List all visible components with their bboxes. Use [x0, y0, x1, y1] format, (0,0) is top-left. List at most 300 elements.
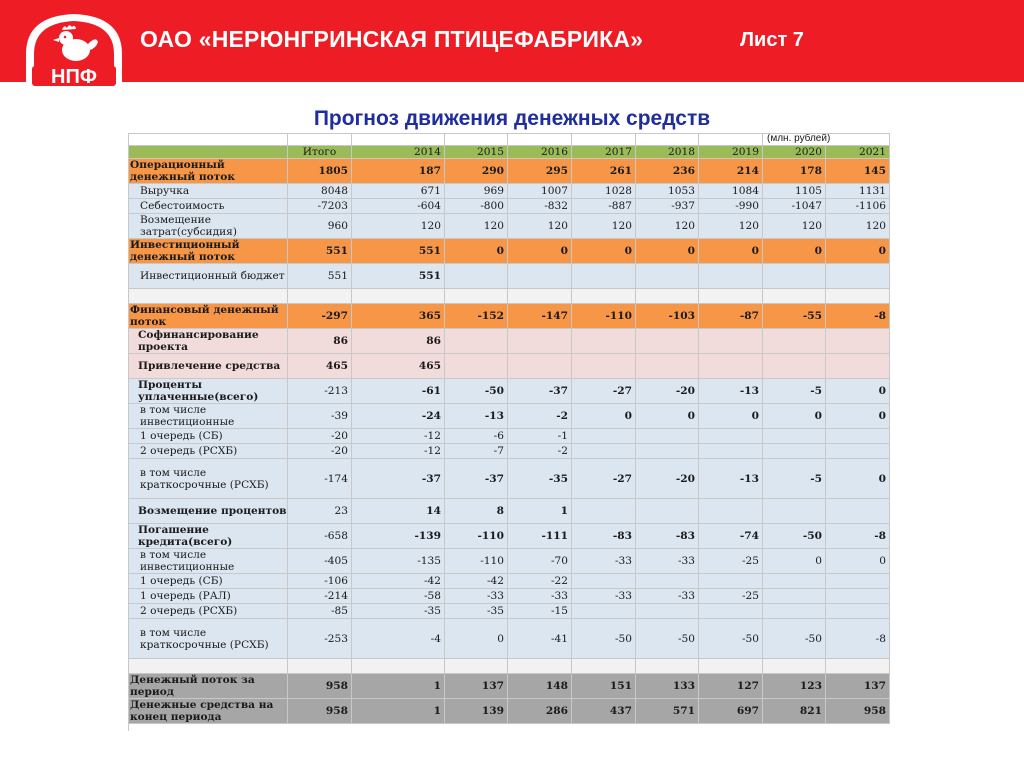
unit-note: (млн. рублей): [763, 133, 890, 146]
table-cell: -174: [288, 459, 352, 499]
table-cell: 465: [352, 354, 445, 379]
table-row: [128, 264, 890, 289]
header-row: [128, 146, 890, 159]
table-cell: -83: [636, 524, 699, 549]
table-cell: [826, 354, 890, 379]
table-cell: [508, 659, 572, 674]
table-cell: -253: [288, 619, 352, 659]
row-label: Операционный денежный поток: [128, 159, 288, 184]
row-label: 2 очередь (РСХБ): [128, 604, 288, 619]
table-cell: [636, 574, 699, 589]
table-cell: 1: [508, 499, 572, 524]
table-cell: [572, 264, 636, 289]
table-cell: 8: [445, 499, 508, 524]
table-cell: -20: [288, 444, 352, 459]
table-cell: -110: [445, 524, 508, 549]
table-cell: [636, 499, 699, 524]
table-cell: 671: [352, 184, 445, 199]
table-cell: 120: [572, 214, 636, 239]
table-cell: [699, 329, 763, 354]
table-cell: 187: [352, 159, 445, 184]
table-cell: [763, 659, 826, 674]
row-label: Погашение кредита(всего): [128, 524, 288, 549]
empty-cell: [288, 133, 352, 146]
table-cell: -2: [508, 404, 572, 429]
table-cell: 465: [288, 354, 352, 379]
table-cell: 1028: [572, 184, 636, 199]
table-cell: 365: [352, 304, 445, 329]
empty-cell: [572, 133, 636, 146]
company-logo: [18, 8, 130, 92]
table-cell: 551: [352, 264, 445, 289]
table-cell: -50: [763, 619, 826, 659]
table-cell: -37: [508, 379, 572, 404]
table-cell: -27: [572, 379, 636, 404]
table-cell: -70: [508, 549, 572, 574]
column-header: 2014: [352, 146, 445, 159]
table-cell: [763, 429, 826, 444]
table-row: [128, 619, 890, 659]
table-cell: -15: [508, 604, 572, 619]
table-cell: 0: [763, 549, 826, 574]
table-row: [128, 674, 890, 699]
table-cell: 0: [445, 239, 508, 264]
table-cell: -50: [572, 619, 636, 659]
table-cell: -2: [508, 444, 572, 459]
table-cell: 120: [699, 214, 763, 239]
unit-note-row: [128, 133, 890, 146]
table-cell: -7203: [288, 199, 352, 214]
table-cell: -405: [288, 549, 352, 574]
header-label-cell: [128, 146, 288, 159]
row-label: 1 очередь (РАЛ): [128, 589, 288, 604]
table-cell: -1: [508, 429, 572, 444]
table-cell: 127: [699, 674, 763, 699]
table-cell: 123: [763, 674, 826, 699]
table-cell: [699, 264, 763, 289]
table-row: [128, 329, 890, 354]
table-cell: 120: [508, 214, 572, 239]
table-cell: [636, 429, 699, 444]
table-cell: -12: [352, 444, 445, 459]
table-cell: 437: [572, 699, 636, 724]
table-cell: [763, 604, 826, 619]
table-cell: -39: [288, 404, 352, 429]
table-cell: 290: [445, 159, 508, 184]
table-cell: [636, 329, 699, 354]
table-cell: 960: [288, 214, 352, 239]
table-cell: -800: [445, 199, 508, 214]
table-row: [128, 574, 890, 589]
table-row: [128, 589, 890, 604]
table-cell: [636, 289, 699, 304]
table-cell: 139: [445, 699, 508, 724]
table-cell: 1: [352, 674, 445, 699]
table-cell: -25: [699, 549, 763, 574]
table-cell: -147: [508, 304, 572, 329]
table-cell: -110: [445, 549, 508, 574]
table-cell: -13: [699, 379, 763, 404]
row-label: в том числе краткосрочные (РСХБ): [128, 459, 288, 499]
table-row: [128, 699, 890, 724]
table-cell: -37: [352, 459, 445, 499]
table-cell: -27: [572, 459, 636, 499]
table-cell: -111: [508, 524, 572, 549]
table-cell: 120: [826, 214, 890, 239]
table-cell: 969: [445, 184, 508, 199]
row-label: в том числе инвестиционные: [128, 404, 288, 429]
table-cell: [826, 589, 890, 604]
table-cell: [826, 429, 890, 444]
table-cell: -85: [288, 604, 352, 619]
table-cell: 0: [699, 404, 763, 429]
table-cell: -214: [288, 589, 352, 604]
table-row: [128, 499, 890, 524]
table-cell: [572, 289, 636, 304]
empty-cell: [636, 133, 699, 146]
table-cell: [699, 289, 763, 304]
table-cell: -106: [288, 574, 352, 589]
table-row: [128, 459, 890, 499]
column-header: 2021: [826, 146, 890, 159]
sheet-number: Лист 7: [740, 29, 804, 51]
table-cell: 1007: [508, 184, 572, 199]
table-cell: 0: [763, 239, 826, 264]
table-cell: 137: [445, 674, 508, 699]
column-header: 2017: [572, 146, 636, 159]
table-cell: -50: [636, 619, 699, 659]
table-cell: -22: [508, 574, 572, 589]
table-cell: 1053: [636, 184, 699, 199]
table-cell: 286: [508, 699, 572, 724]
empty-cell: [699, 133, 763, 146]
row-label: Софинансирование проекта: [128, 329, 288, 354]
header-bar: [0, 0, 1024, 88]
table-cell: 0: [572, 239, 636, 264]
table-cell: -42: [445, 574, 508, 589]
column-header: 2020: [763, 146, 826, 159]
table-cell: [445, 659, 508, 674]
table-cell: [763, 289, 826, 304]
table-cell: [826, 659, 890, 674]
cash-flow-table: [128, 133, 890, 731]
table-cell: 0: [699, 239, 763, 264]
table-cell: [572, 354, 636, 379]
logo-text: НПФ: [51, 66, 97, 88]
row-label: [128, 289, 288, 304]
table-cell: [636, 354, 699, 379]
row-label: Инвестиционный бюджет: [128, 264, 288, 289]
table-cell: [699, 444, 763, 459]
table-cell: -6: [445, 429, 508, 444]
table-cell: -7: [445, 444, 508, 459]
table-cell: -8: [826, 619, 890, 659]
table-cell: -35: [508, 459, 572, 499]
table-cell: 1: [352, 699, 445, 724]
table-cell: -5: [763, 379, 826, 404]
table-cell: 14: [352, 499, 445, 524]
table-cell: [572, 429, 636, 444]
table-cell: [352, 289, 445, 304]
table-cell: 261: [572, 159, 636, 184]
table-row: [128, 184, 890, 199]
table-cell: -658: [288, 524, 352, 549]
spacer-row: [128, 289, 890, 304]
empty-cell: [128, 133, 288, 146]
table-cell: -887: [572, 199, 636, 214]
table-cell: -24: [352, 404, 445, 429]
table-cell: 148: [508, 674, 572, 699]
table-cell: -8: [826, 524, 890, 549]
table-cell: [352, 659, 445, 674]
table-cell: [572, 329, 636, 354]
table-cell: 0: [508, 239, 572, 264]
table-cell: -58: [352, 589, 445, 604]
spacer-row: [128, 659, 890, 674]
table-cell: -135: [352, 549, 445, 574]
table-cell: 137: [826, 674, 890, 699]
table-cell: [763, 574, 826, 589]
table-cell: 0: [826, 239, 890, 264]
table-cell: [763, 444, 826, 459]
table-cell: 571: [636, 699, 699, 724]
table-cell: -20: [636, 459, 699, 499]
table-cell: 958: [288, 699, 352, 724]
table-cell: [445, 329, 508, 354]
row-label: 2 очередь (РСХБ): [128, 444, 288, 459]
table-cell: [572, 604, 636, 619]
table-cell: -12: [352, 429, 445, 444]
table-cell: -33: [508, 589, 572, 604]
row-label: Денежные средства на конец периода: [128, 699, 288, 724]
table-cell: [826, 574, 890, 589]
table-row: [128, 444, 890, 459]
table-cell: -35: [352, 604, 445, 619]
table-cell: [699, 574, 763, 589]
table-cell: 145: [826, 159, 890, 184]
table-cell: -33: [572, 589, 636, 604]
table-cell: [572, 659, 636, 674]
table-cell: -37: [445, 459, 508, 499]
table-cell: [508, 329, 572, 354]
table-row: [128, 549, 890, 574]
table-cell: -8: [826, 304, 890, 329]
row-label: [128, 659, 288, 674]
table-cell: -50: [763, 524, 826, 549]
table-cell: -1047: [763, 199, 826, 214]
empty-cell: [445, 133, 508, 146]
table-row: [128, 524, 890, 549]
table-cell: -213: [288, 379, 352, 404]
table-row: [128, 159, 890, 184]
table-cell: -33: [636, 549, 699, 574]
table-cell: -33: [445, 589, 508, 604]
row-label: 1 очередь (СБ): [128, 429, 288, 444]
table-cell: [699, 429, 763, 444]
table-cell: -20: [636, 379, 699, 404]
table-cell: 0: [826, 404, 890, 429]
table-cell: -13: [699, 459, 763, 499]
row-label: Себестоимость: [128, 199, 288, 214]
table-cell: [763, 499, 826, 524]
table-cell: 0: [763, 404, 826, 429]
table-cell: [826, 289, 890, 304]
row-label: Инвестиционный денежный поток: [128, 239, 288, 264]
table-cell: -74: [699, 524, 763, 549]
table-cell: [445, 264, 508, 289]
table-cell: 0: [636, 404, 699, 429]
table-cell: -50: [445, 379, 508, 404]
row-label: Возмещение затрат(субсидия): [128, 214, 288, 239]
table-row: [128, 199, 890, 214]
table-cell: 958: [826, 699, 890, 724]
table-cell: [288, 289, 352, 304]
table-cell: -4: [352, 619, 445, 659]
table-cell: [763, 329, 826, 354]
table-cell: -55: [763, 304, 826, 329]
table-cell: [636, 604, 699, 619]
column-header: 2019: [699, 146, 763, 159]
table-cell: -13: [445, 404, 508, 429]
table-cell: 295: [508, 159, 572, 184]
table-cell: [508, 354, 572, 379]
table-cell: 23: [288, 499, 352, 524]
table-cell: 1084: [699, 184, 763, 199]
table-cell: -87: [699, 304, 763, 329]
table-row: [128, 379, 890, 404]
table-cell: 1105: [763, 184, 826, 199]
table-cell: [445, 289, 508, 304]
table-cell: -41: [508, 619, 572, 659]
table-cell: [763, 354, 826, 379]
table-cell: 958: [288, 674, 352, 699]
table-cell: [699, 659, 763, 674]
table-row: [128, 239, 890, 264]
table-cell: 133: [636, 674, 699, 699]
table-cell: -604: [352, 199, 445, 214]
table-cell: 551: [288, 239, 352, 264]
table-cell: 120: [445, 214, 508, 239]
table-cell: 214: [699, 159, 763, 184]
table-cell: -33: [636, 589, 699, 604]
table-cell: -103: [636, 304, 699, 329]
table-cell: [288, 659, 352, 674]
table-cell: -83: [572, 524, 636, 549]
table-cell: -152: [445, 304, 508, 329]
table-cell: [826, 264, 890, 289]
empty-cell: [352, 133, 445, 146]
table-cell: -937: [636, 199, 699, 214]
table-cell: [763, 264, 826, 289]
table-cell: -20: [288, 429, 352, 444]
table-row: [128, 404, 890, 429]
row-label: 1 очередь (СБ): [128, 574, 288, 589]
table-cell: -5: [763, 459, 826, 499]
table-cell: [826, 444, 890, 459]
table-cell: [572, 444, 636, 459]
row-label: Возмещение процентов: [128, 499, 288, 524]
table-cell: 120: [352, 214, 445, 239]
table-cell: [699, 499, 763, 524]
table-cell: -35: [445, 604, 508, 619]
company-name: ОАО «НЕРЮНГРИНСКАЯ ПТИЦЕФАБРИКА»: [140, 26, 644, 52]
row-label: Проценты уплаченные(всего): [128, 379, 288, 404]
table-cell: 8048: [288, 184, 352, 199]
table-cell: [445, 354, 508, 379]
table-cell: 551: [352, 239, 445, 264]
row-label: Привлечение средства: [128, 354, 288, 379]
table-cell: 1805: [288, 159, 352, 184]
table-cell: -832: [508, 199, 572, 214]
table-cell: [763, 589, 826, 604]
table-cell: 178: [763, 159, 826, 184]
table-cell: -139: [352, 524, 445, 549]
table-row: [128, 214, 890, 239]
table-cell: 236: [636, 159, 699, 184]
table-cell: -33: [572, 549, 636, 574]
column-header: Итого: [288, 146, 352, 159]
table-cell: [636, 659, 699, 674]
table-cell: 0: [445, 619, 508, 659]
table-cell: -42: [352, 574, 445, 589]
table-cell: 0: [826, 459, 890, 499]
table-cell: [636, 444, 699, 459]
table-cell: 0: [572, 404, 636, 429]
table-cell: 151: [572, 674, 636, 699]
row-label: Финансовый денежный поток: [128, 304, 288, 329]
table-cell: 0: [636, 239, 699, 264]
table-cell: [508, 289, 572, 304]
column-header: 2018: [636, 146, 699, 159]
table-cell: -61: [352, 379, 445, 404]
table-cell: [636, 264, 699, 289]
table-cell: 86: [352, 329, 445, 354]
table-row: [128, 354, 890, 379]
table-cell: -297: [288, 304, 352, 329]
table-cell: 120: [636, 214, 699, 239]
table-row: [128, 604, 890, 619]
empty-cell: [508, 133, 572, 146]
row-label: Денежный поток за период: [128, 674, 288, 699]
table-cell: -110: [572, 304, 636, 329]
table-cell: -25: [699, 589, 763, 604]
table-cell: -1106: [826, 199, 890, 214]
table-cell: 86: [288, 329, 352, 354]
row-label: в том числе краткосрочные (РСХБ): [128, 619, 288, 659]
row-label: Выручка: [128, 184, 288, 199]
table-cell: [826, 604, 890, 619]
table-cell: 120: [763, 214, 826, 239]
table-cell: 0: [826, 549, 890, 574]
table-cell: [826, 499, 890, 524]
table-row: [128, 304, 890, 329]
table-cell: -50: [699, 619, 763, 659]
table-cell: [572, 574, 636, 589]
table-cell: [826, 329, 890, 354]
table-cell: [699, 354, 763, 379]
table-cell: 0: [826, 379, 890, 404]
table-cell: 697: [699, 699, 763, 724]
table-cell: [508, 264, 572, 289]
page-title: Прогноз движения денежных средств: [313, 107, 711, 130]
column-header: 2016: [508, 146, 572, 159]
table-row: [128, 429, 890, 444]
table-cell: 821: [763, 699, 826, 724]
table-cell: [699, 604, 763, 619]
row-label: в том числе инвестиционные: [128, 549, 288, 574]
table-cell: [572, 499, 636, 524]
table-cell: 1131: [826, 184, 890, 199]
